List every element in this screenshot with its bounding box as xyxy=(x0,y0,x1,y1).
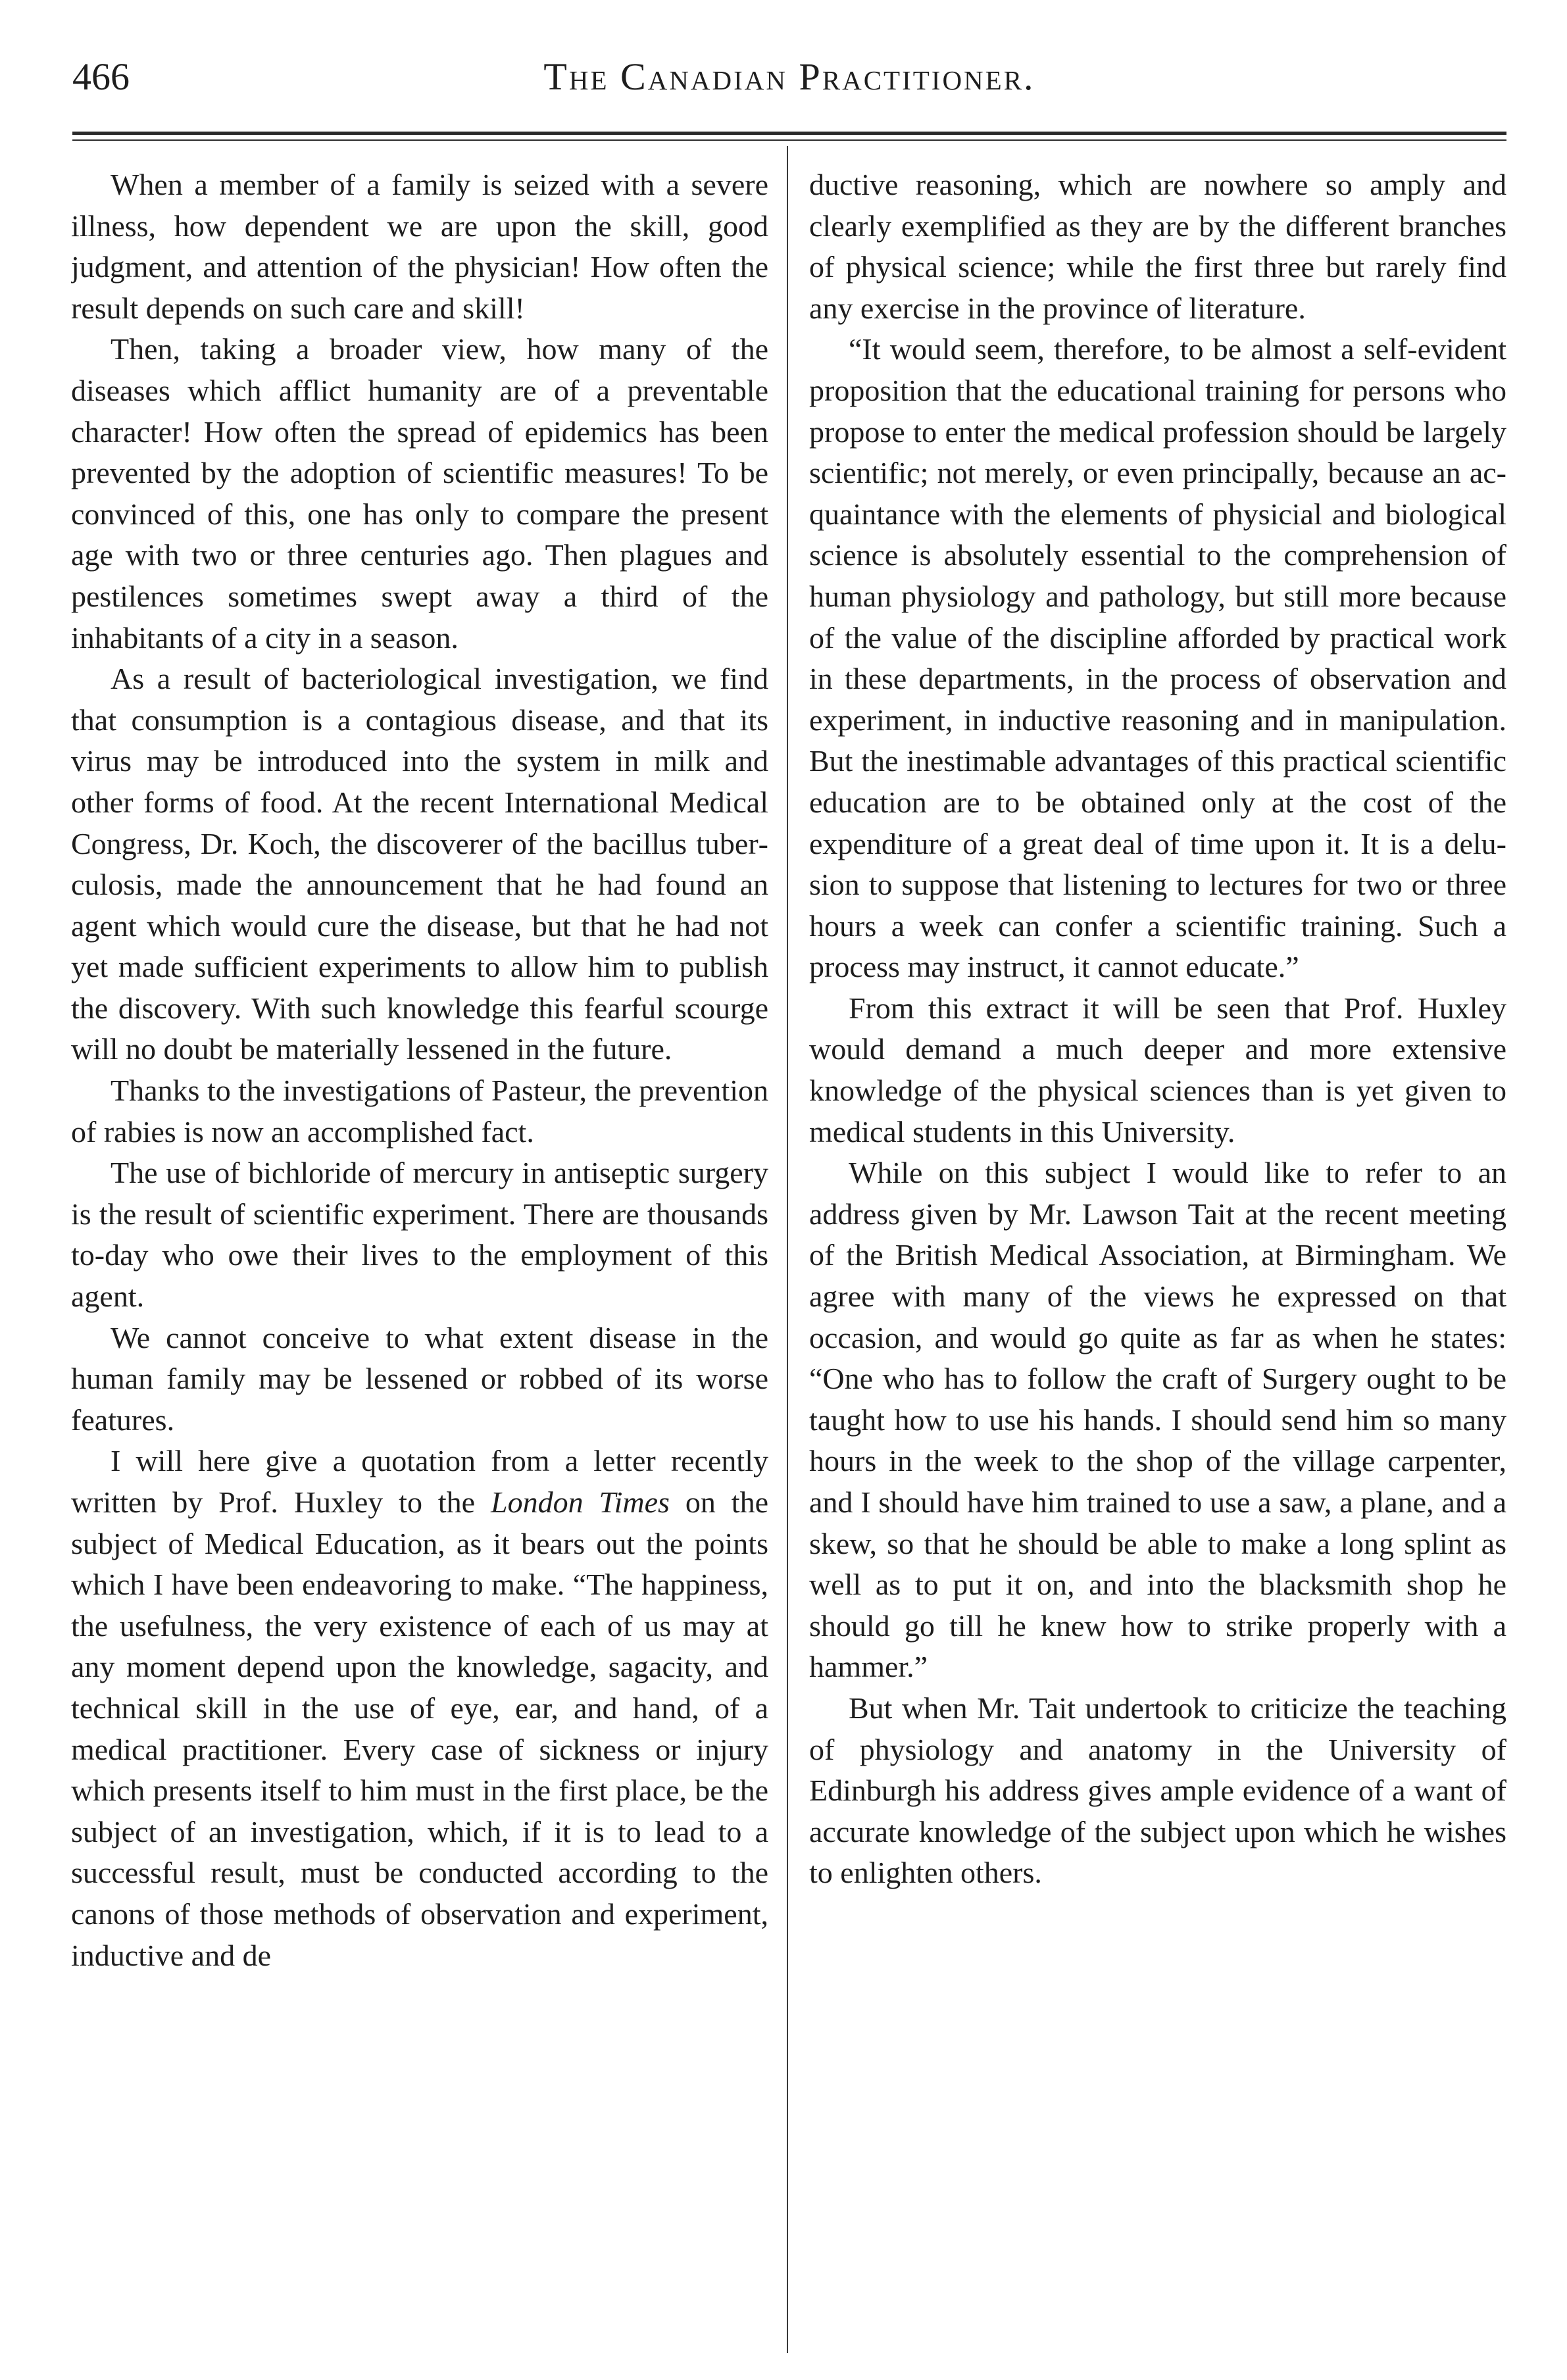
paragraph: We cannot conceive to what extent disease in the human family may be lessened or robbed of its worse features. xyxy=(71,1320,768,1437)
column-divider xyxy=(787,146,788,2353)
paragraph: Thanks to the investigations of Pasteur, the prevention of rabies is now an accomplished fact. xyxy=(71,1074,768,1149)
text-run: on the subject of Medical Education, as it bears out the points which I have been endeavoring to make. “The happiness, the usefulness, the very existence of each of us may at any moment depend upon the knowledge, sagacity, and technical skill in the use of eye, ear, and hand, of a medical practitioner. Every case of sickness or injury which presents itself to him must in the first place, be the subject of an investigation, which, if it is to lead to a successful result, must be conducted according to the canons of those methods of observation and experiment, inductive and de xyxy=(71,1485,768,1972)
paragraph: As a result of bacteriological investigation, we find that consumption is a contagious disease, and that its virus may be introduced into the system in milk and other forms of food. At the recent International Medical Congress, Dr. Koch, the discoverer of the bacillus tuberculosis, made the announcement that he had found an agent which would cure the disease, but that he had not yet made sufficient experiments to allow him to publish the discovery. With such knowledge this fearful scourge will no doubt be materially lessened in the future. xyxy=(71,662,768,1066)
paragraph: Then, taking a broader view, how many of the diseases which afflict humanity are of a preventable character! How often the spread of epidemics has been prevented by the adoption of scientific measures! To be convinced of this, one has only to compare the present age with two or three centuries ago. Then plagues and pestilences sometimes swept away a third of the inhabitants of a city in a season. xyxy=(71,332,768,655)
paragraph: But when Mr. Tait undertook to criticize the teaching of physiology and anatomy in the University of Edinburgh his address gives ample evidence of a want of accurate knowledge of the subject upon which he wishes to enlighten others. xyxy=(809,1691,1506,1890)
right-column xyxy=(809,164,1506,2335)
paragraph: While on this subject I would like to refer to an address given by Mr. Lawson Tait at the recent meeting of the British Medical Association, at Birmingham. We agree with many of the views he expressed on that occasion, and would go quite as far as when he states: “One who has to follow the craft of Surgery ought to be taught how to use his hands. I should send him so many hours in the week to the shop of the village carpenter, and I should have him trained to use a saw, a plane, and a skew, so that he should be able to make a long splint as well as to put it on, and into the blacksmith shop he should go till he knew how to strike properly with a hammer.” xyxy=(809,1156,1506,1684)
page-header xyxy=(72,47,1506,107)
paragraph: From this extract it will be seen that Prof. Huxley would demand a much deeper and more extensive knowledge of the physical sciences than is yet given to medical students in this University. xyxy=(809,991,1506,1149)
paragraph-continued: ductive reasoning, which are nowhere so amply and clearly exemplified as they are by the different branches of physical science; while the first three but rarely find any exercise in the province of literature. xyxy=(809,168,1506,325)
text-run: I will here give a quotation from a letter recently written by Prof. Huxley to the xyxy=(71,1444,768,1519)
paragraph: The use of bichloride of mercury in antiseptic surgery is the result of scientific experiment. There are thousands to-day who owe their lives to the employment of this agent. xyxy=(71,1156,768,1314)
header-rule-thick xyxy=(72,132,1506,135)
paragraph-huxley-quotation xyxy=(71,1441,768,1976)
header-rule-thin xyxy=(72,139,1506,141)
paragraph: “It would seem, therefore, to be almost a self-evident proposition that the educational training for persons who propose to enter the medical profession should be largely scientific; not merely, or even principally, because an acquaintance with the elements of physicial and biological science is absolutely essential to the comprehension of human physiology and pathology, but still more because of the value of the discipline afforded by practical work in these departments, in the process of observation and experiment, in inductive reasoning and in manipulation. But the inestimable advantages of this practical scientific education are to be obtained only at the cost of the expenditure of a great deal of time upon it. It is a delusion to suppose that listening to lectures for two or three hours a week can confer a scientific training. Such a process may instruct, it cannot educate.” xyxy=(809,332,1506,984)
paragraph: When a member of a family is seized with a severe illness, how dependent we are upon the skill, good judgment, and attention of the physician! How often the result depends on such care and skill! xyxy=(71,168,768,325)
page-number: 466 xyxy=(72,55,130,98)
left-column xyxy=(71,164,768,2335)
running-title: The Canadian Practitioner. xyxy=(543,55,1035,98)
italic-title: London Times xyxy=(491,1485,670,1519)
